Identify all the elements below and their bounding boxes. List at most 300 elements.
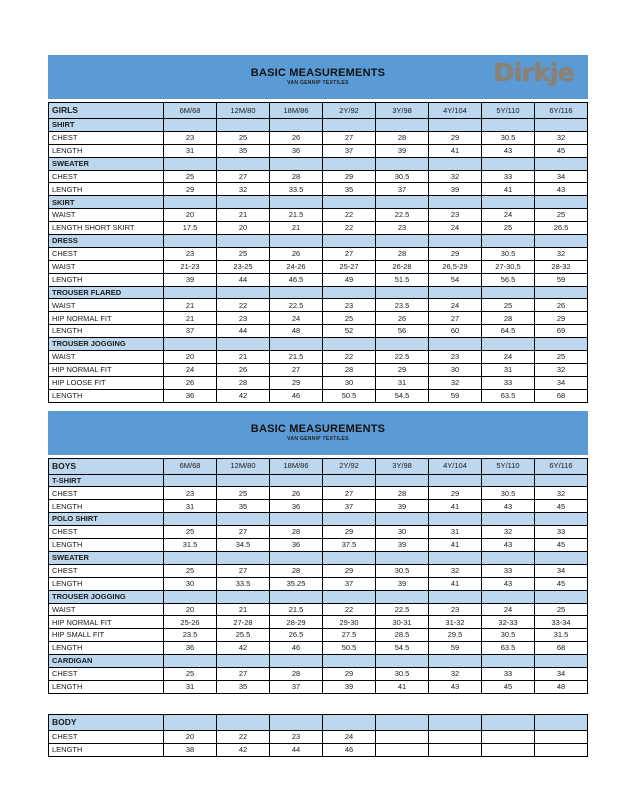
measurement-row [49,312,588,325]
value-cell: 20 [164,209,217,222]
section-empty-cell [270,235,323,248]
section-row [49,338,588,351]
value-cell [376,730,429,743]
section-label-cell: T-SHIRT [49,474,164,487]
value-cell: 21 [217,603,270,616]
girls-table-wrap [48,102,588,403]
section-empty-cell [217,286,270,299]
value-cell: 36 [270,539,323,552]
value-cell: 21 [164,299,217,312]
section-empty-cell [429,338,482,351]
value-cell: 28 [376,247,429,260]
value-cell: 63.5 [482,389,535,402]
size-column-header [482,714,535,730]
value-cell: 29 [429,247,482,260]
value-cell: 21.5 [270,603,323,616]
section-row [49,235,588,248]
value-cell: 37 [323,144,376,157]
measurement-row [49,247,588,260]
value-cell: 35 [217,680,270,693]
measurement-row [49,351,588,364]
value-cell: 25 [164,526,217,539]
section-empty-cell [217,513,270,526]
section-empty-cell [376,655,429,668]
section-empty-cell [323,655,376,668]
value-cell: 69 [535,325,588,338]
value-cell: 43 [535,183,588,196]
measurement-row [49,325,588,338]
value-cell: 27 [217,170,270,183]
value-cell: 51.5 [376,273,429,286]
value-cell: 23.5 [376,299,429,312]
value-cell: 63.5 [482,642,535,655]
section-empty-cell [482,551,535,564]
size-column-header: 6M/68 [164,103,217,119]
measurement-label-cell: LENGTH [49,273,164,286]
value-cell: 43 [482,539,535,552]
value-cell: 41 [429,539,482,552]
value-cell: 27 [323,247,376,260]
size-column-header [217,714,270,730]
value-cell: 30 [164,577,217,590]
section-label-cell: POLO SHIRT [49,513,164,526]
value-cell: 33 [482,376,535,389]
section-empty-cell [376,119,429,132]
measurement-label-cell: CHEST [49,564,164,577]
section-empty-cell [217,474,270,487]
value-cell: 35 [323,183,376,196]
value-cell: 28 [270,667,323,680]
section-empty-cell [217,235,270,248]
value-cell: 32 [535,487,588,500]
value-cell: 21-23 [164,260,217,273]
value-cell: 23 [429,603,482,616]
value-cell: 34 [535,376,588,389]
section-empty-cell [323,474,376,487]
section-empty-cell [217,119,270,132]
section-empty-cell [164,551,217,564]
value-cell: 41 [482,183,535,196]
section-empty-cell [429,235,482,248]
measurement-row [49,299,588,312]
value-cell: 59 [429,389,482,402]
value-cell: 26 [270,247,323,260]
value-cell: 31 [482,363,535,376]
value-cell [429,743,482,756]
section-empty-cell [270,474,323,487]
section-row [49,286,588,299]
value-cell: 33.5 [270,183,323,196]
value-cell: 28 [482,312,535,325]
value-cell: 25 [217,247,270,260]
measurement-row [49,629,588,642]
measurement-label-cell: HIP NORMAL FIT [49,363,164,376]
value-cell: 41 [376,680,429,693]
value-cell: 27 [323,131,376,144]
value-cell: 24 [482,603,535,616]
measurement-row [49,170,588,183]
value-cell: 22 [323,209,376,222]
value-cell: 25 [535,351,588,364]
measurement-row [49,500,588,513]
value-cell: 33 [535,526,588,539]
value-cell: 34 [535,564,588,577]
value-cell: 36 [164,642,217,655]
section-empty-cell [482,513,535,526]
size-column-header: 6M/68 [164,458,217,474]
section-empty-cell [217,196,270,209]
value-cell: 41 [429,577,482,590]
size-column-header: 2Y/92 [323,458,376,474]
size-column-header: 5Y/110 [482,458,535,474]
section-label-cell: SKIRT [49,196,164,209]
group-title-cell: GIRLS [49,103,164,119]
measurement-label-cell: WAIST [49,299,164,312]
section-empty-cell [323,338,376,351]
measurement-row [49,539,588,552]
value-cell: 21 [164,312,217,325]
section-empty-cell [270,338,323,351]
measurement-row [49,260,588,273]
value-cell: 32 [535,131,588,144]
body-measurements-table [48,714,588,757]
value-cell: 28 [270,526,323,539]
measurement-row [49,273,588,286]
size-column-header: 6Y/116 [535,103,588,119]
size-column-header: 4Y/104 [429,458,482,474]
value-cell: 26 [270,131,323,144]
value-cell: 25 [535,209,588,222]
value-cell: 25 [217,131,270,144]
section-empty-cell [270,157,323,170]
measurement-row [49,209,588,222]
size-column-header: 2Y/92 [323,103,376,119]
value-cell: 29 [535,312,588,325]
value-cell: 48 [535,680,588,693]
measurement-label-cell: CHEST [49,170,164,183]
value-cell: 59 [535,273,588,286]
value-cell: 30 [429,363,482,376]
section-row [49,590,588,603]
section-empty-cell [535,513,588,526]
measurement-row [49,667,588,680]
measurement-row [49,603,588,616]
value-cell: 25 [217,487,270,500]
value-cell: 20 [164,351,217,364]
section-empty-cell [535,196,588,209]
measurement-label-cell: HIP NORMAL FIT [49,616,164,629]
boys-banner-title: BASIC MEASUREMENTS [250,422,386,435]
size-column-header: 18M/86 [270,103,323,119]
measurement-label-cell: LENGTH [49,577,164,590]
value-cell: 28 [376,131,429,144]
section-empty-cell [535,338,588,351]
value-cell: 32 [429,564,482,577]
value-cell: 36 [164,389,217,402]
section-row [49,157,588,170]
value-cell: 24 [270,312,323,325]
value-cell: 25.5 [217,629,270,642]
value-cell: 24 [323,730,376,743]
section-empty-cell [429,551,482,564]
value-cell: 31.5 [535,629,588,642]
section-empty-cell [482,235,535,248]
section-label-cell: TROUSER JOGGING [49,338,164,351]
measurement-label-cell: HIP SMALL FIT [49,629,164,642]
section-empty-cell [535,157,588,170]
measurement-label-cell: LENGTH [49,500,164,513]
value-cell: 25 [164,170,217,183]
measurement-row [49,526,588,539]
value-cell: 22.5 [376,351,429,364]
value-cell: 59 [429,642,482,655]
measurement-label-cell: LENGTH [49,183,164,196]
value-cell: 44 [270,743,323,756]
section-empty-cell [164,655,217,668]
section-empty-cell [270,196,323,209]
value-cell: 31 [164,680,217,693]
measurement-row [49,564,588,577]
value-cell: 39 [323,680,376,693]
value-cell: 25-26 [164,616,217,629]
section-empty-cell [164,157,217,170]
value-cell: 25 [164,667,217,680]
section-empty-cell [429,474,482,487]
dirkje-logo: Dirkje [493,58,574,87]
section-empty-cell [482,590,535,603]
value-cell: 38 [164,743,217,756]
body-table-wrap [48,714,588,757]
value-cell: 39 [376,577,429,590]
value-cell: 26-28 [376,260,429,273]
table-header-row [49,714,588,730]
value-cell: 45 [482,680,535,693]
value-cell: 39 [376,500,429,513]
value-cell: 50.5 [323,389,376,402]
measurement-label-cell: LENGTH [49,389,164,402]
value-cell: 26 [535,299,588,312]
value-cell: 28 [270,564,323,577]
section-empty-cell [323,196,376,209]
value-cell: 29 [429,131,482,144]
value-cell: 27-30,5 [482,260,535,273]
section-empty-cell [429,119,482,132]
value-cell: 48 [270,325,323,338]
value-cell: 23 [376,222,429,235]
value-cell: 23 [323,299,376,312]
value-cell: 23 [270,730,323,743]
measurement-row [49,131,588,144]
girls-measurements-table [48,102,588,403]
section-empty-cell [164,474,217,487]
section-empty-cell [217,338,270,351]
value-cell: 30.5 [482,487,535,500]
value-cell: 29 [270,376,323,389]
value-cell: 42 [217,642,270,655]
measurement-label-cell: LENGTH [49,642,164,655]
value-cell: 21.5 [270,209,323,222]
value-cell: 39 [429,183,482,196]
value-cell: 26.5 [270,629,323,642]
size-column-header [376,714,429,730]
section-empty-cell [429,157,482,170]
section-empty-cell [217,157,270,170]
value-cell: 45 [535,577,588,590]
girls-banner-title: BASIC MEASUREMENTS [250,67,386,80]
value-cell: 32-33 [482,616,535,629]
value-cell: 54.5 [376,389,429,402]
value-cell: 33-34 [535,616,588,629]
value-cell: 43 [482,144,535,157]
section-empty-cell [323,551,376,564]
measurement-label-cell: WAIST [49,351,164,364]
value-cell: 28-32 [535,260,588,273]
value-cell: 56 [376,325,429,338]
value-cell: 30.5 [482,247,535,260]
value-cell: 21 [217,351,270,364]
value-cell [429,730,482,743]
value-cell: 32 [429,170,482,183]
value-cell: 22 [217,299,270,312]
value-cell: 33 [482,170,535,183]
section-empty-cell [376,286,429,299]
value-cell: 44 [217,273,270,286]
value-cell: 32 [217,183,270,196]
value-cell: 29.5 [429,629,482,642]
measurement-label-cell: LENGTH [49,743,164,756]
value-cell: 23 [429,209,482,222]
table-header-row [49,458,588,474]
value-cell: 27 [429,312,482,325]
measurement-row [49,487,588,500]
boys-table-wrap [48,458,588,694]
value-cell: 29 [323,667,376,680]
value-cell: 30.5 [482,131,535,144]
section-empty-cell [376,513,429,526]
value-cell: 27 [270,363,323,376]
section-empty-cell [429,196,482,209]
value-cell: 21.5 [270,351,323,364]
value-cell: 31 [429,526,482,539]
boys-banner-subtitle: VAN GENNIP TEXTILES [287,435,349,442]
section-empty-cell [217,655,270,668]
section-empty-cell [376,235,429,248]
size-column-header: 6Y/116 [535,458,588,474]
value-cell: 22 [323,222,376,235]
value-cell [535,743,588,756]
measurement-label-cell: LENGTH [49,539,164,552]
value-cell: 54 [429,273,482,286]
size-column-header [535,714,588,730]
section-empty-cell [535,119,588,132]
value-cell: 25 [535,603,588,616]
section-row [49,513,588,526]
section-empty-cell [217,551,270,564]
measurement-row [49,363,588,376]
measurement-row [49,376,588,389]
section-empty-cell [482,157,535,170]
size-column-header [270,714,323,730]
value-cell: 28 [323,363,376,376]
measurement-label-cell: HIP LOOSE FIT [49,376,164,389]
value-cell: 26 [164,376,217,389]
value-cell [482,730,535,743]
measurement-row [49,743,588,756]
page-content [48,55,588,757]
section-row [49,551,588,564]
section-empty-cell [164,590,217,603]
value-cell: 25-27 [323,260,376,273]
value-cell: 33 [482,564,535,577]
value-cell: 29 [164,183,217,196]
value-cell: 46.5 [270,273,323,286]
measurement-label-cell: LENGTH [49,680,164,693]
value-cell: 31 [164,500,217,513]
size-column-header: 3Y/98 [376,103,429,119]
value-cell: 33 [482,667,535,680]
measurement-label-cell: LENGTH [49,144,164,157]
value-cell: 49 [323,273,376,286]
value-cell: 31 [164,144,217,157]
girls-banner-titles [251,67,385,87]
section-empty-cell [376,338,429,351]
size-column-header: 5Y/110 [482,103,535,119]
value-cell: 45 [535,144,588,157]
value-cell: 29 [429,487,482,500]
value-cell: 46 [270,642,323,655]
measurement-label-cell: WAIST [49,260,164,273]
size-column-header: 3Y/98 [376,458,429,474]
section-empty-cell [164,338,217,351]
section-label-cell: SWEATER [49,157,164,170]
section-empty-cell [376,196,429,209]
value-cell: 44 [217,325,270,338]
value-cell: 24 [482,351,535,364]
section-empty-cell [270,286,323,299]
table-header-row [49,103,588,119]
section-empty-cell [376,551,429,564]
value-cell: 37 [323,577,376,590]
value-cell: 28.5 [376,629,429,642]
value-cell: 25 [482,299,535,312]
value-cell: 26.5 [535,222,588,235]
size-column-header: 12M/80 [217,103,270,119]
value-cell: 27 [217,667,270,680]
section-empty-cell [270,655,323,668]
value-cell: 45 [535,539,588,552]
value-cell: 22 [323,351,376,364]
value-cell: 45 [535,500,588,513]
value-cell: 34 [535,667,588,680]
value-cell: 68 [535,642,588,655]
section-empty-cell [482,655,535,668]
value-cell: 22.5 [376,209,429,222]
value-cell: 26 [217,363,270,376]
value-cell: 23 [429,351,482,364]
value-cell: 32 [482,526,535,539]
section-empty-cell [323,119,376,132]
value-cell: 28 [270,170,323,183]
section-empty-cell [429,513,482,526]
value-cell: 35 [217,144,270,157]
value-cell: 26 [376,312,429,325]
section-empty-cell [164,235,217,248]
section-empty-cell [270,513,323,526]
value-cell: 60 [429,325,482,338]
section-empty-cell [482,196,535,209]
value-cell: 37 [270,680,323,693]
value-cell: 30.5 [376,170,429,183]
